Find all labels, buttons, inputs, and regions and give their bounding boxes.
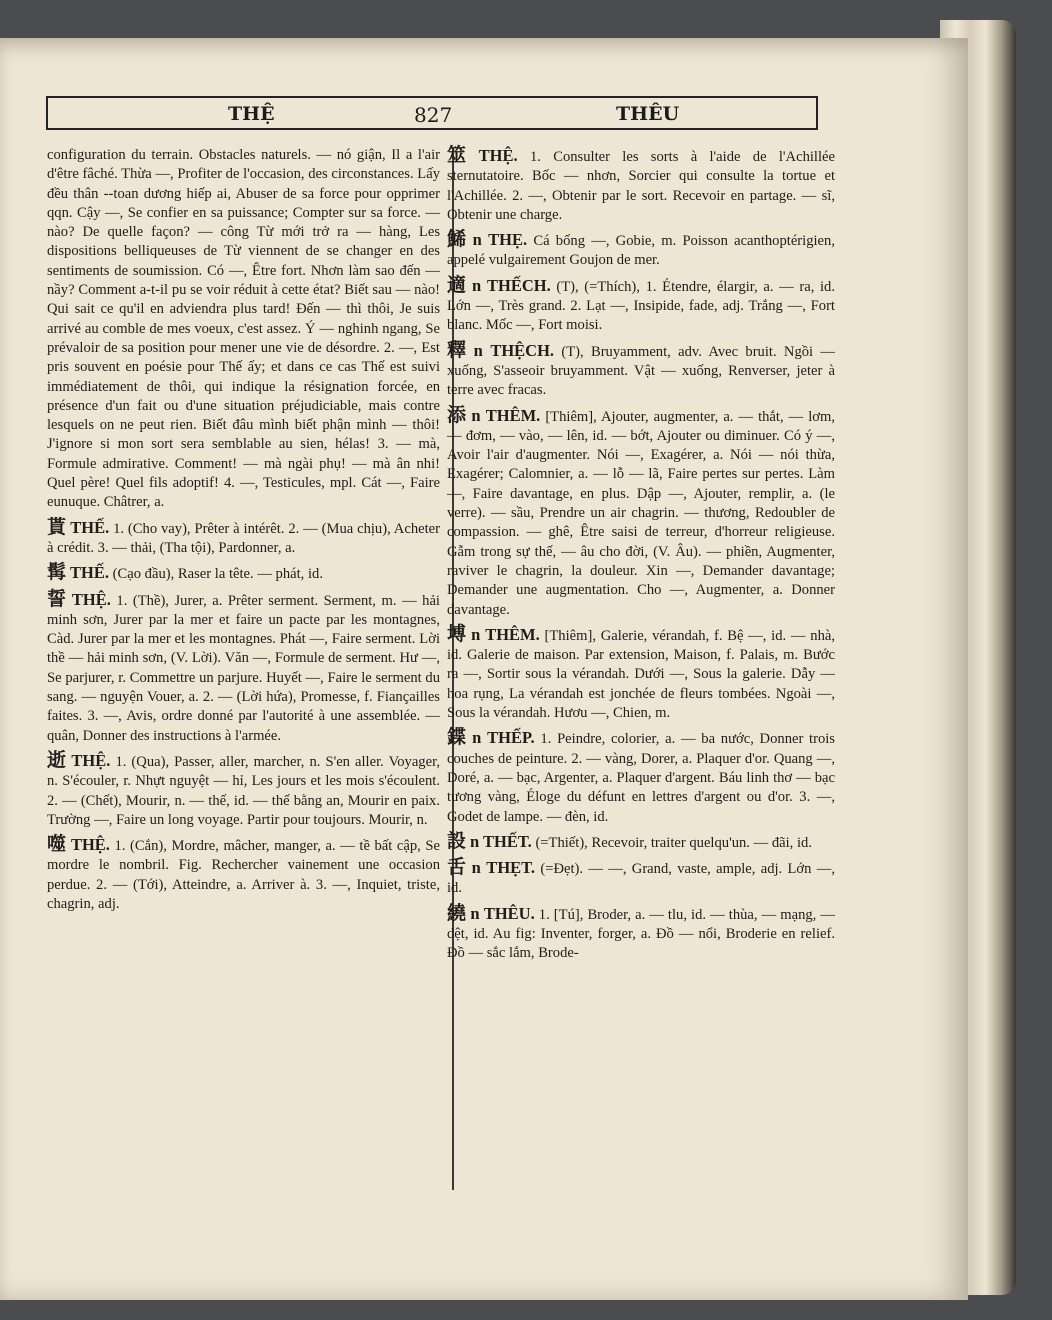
headword: THẾ. (70, 563, 109, 583)
headword: THỆ. (70, 835, 110, 855)
definition: (=Đẹt). — —, Grand, vaste, ample, adj. Lớn —, id. (447, 861, 835, 897)
definition: (T), (=Thích), 1. Étendre, élargir, a. — ra, id. Lớn —, Très grand. 2. Lạt —, Insipide, fade, adj. Trắng —, Fort blanc. Mốc —, Fort moisi. (447, 278, 835, 334)
han-character: 繞 (447, 902, 467, 924)
headword: n THÊU. (470, 903, 535, 923)
entry-thet-vast (447, 858, 835, 899)
definition: 1. Consulter les sorts à l'aide de l'Achillée sternutatoire. Bốc — nhơn, Sorcier qui consulte la tortue et l'Achillée. 2. —, Obtenir par le sort. Recevoir en partage. — sĩ, Obtenir une charge. (447, 149, 835, 223)
entry-them-veranda (447, 625, 835, 723)
headword: THỆ. (71, 589, 111, 609)
han-character: 釋 (447, 339, 470, 361)
page-number: 827 (414, 103, 453, 127)
definition: 1. (Cho vay), Prêter à intérêt. 2. — (Mua chịu), Acheter à crédit. 3. — thải, (Tha tội), Pardonner, a. (47, 520, 440, 556)
entry-thep-paint (447, 728, 835, 826)
header-left-word: THỆ (228, 103, 275, 125)
definition: (=Thiết), Recevoir, traiter quelqu'un. — đãi, id. (535, 834, 812, 851)
entry-thech-noisy (447, 341, 835, 401)
headword: n THẾT. (470, 831, 532, 851)
left-column (47, 146, 440, 919)
han-character: 適 (447, 274, 468, 296)
entry-the-pass (47, 751, 440, 830)
entry-thech-extend (447, 276, 835, 336)
headword: THẾ. (70, 517, 110, 537)
headword: THỆ. (71, 750, 111, 770)
entry-the-bite (47, 835, 440, 914)
definition: (Cạo đầu), Raser la tête. — phát, id. (112, 566, 323, 583)
han-character: 舌 (447, 857, 468, 879)
definition: 1. [Tú], Broder, a. — tlu, id. — thùa, — mạng, — dệt, id. Au fig: Inventer, forger, a. Đồ — nổi, Broderie en relief. Đồ — sắc lắm, Brode- (447, 906, 835, 962)
han-character: 鍱 (447, 727, 469, 749)
entry-the-swear (47, 590, 440, 746)
headword: n THẸT. (471, 858, 536, 878)
han-character: 噬 (47, 834, 67, 856)
page-header (46, 96, 818, 130)
entry-thet-receive (447, 832, 835, 853)
entry-the-shave (47, 563, 440, 584)
entry-the-goby (447, 230, 835, 271)
headword: n THẸ. (472, 230, 528, 250)
definition: (T), Bruyamment, adv. Avec bruit. Ngồi — xuống, S'asseoir bruyamment. Vật — xuống, Renverser, jeter à terre avec fracas. (447, 343, 835, 399)
headword: n THÊM. (471, 405, 541, 425)
headword: n THẾCH. (472, 275, 551, 295)
han-character: 添 (447, 404, 468, 426)
han-character: 逝 (47, 749, 68, 771)
definition: 1. (Qua), Passer, aller, marcher, n. S'en aller. Voyager, n. S'écouler, r. Nhựt nguyệt — hỉ, Les jours et les mois s'écoulent. 2. — (Chết), Mourir, n. — thế, id. — thế bằng an, Mourir en paix. Trường —, Faire un long voyage. Partir pour toujours. Mourir, n. (47, 753, 440, 828)
han-character: 㙛 (447, 623, 468, 645)
han-character: 貰 (47, 516, 67, 538)
han-character: 髯 (47, 562, 67, 584)
han-character: 設 (447, 830, 467, 852)
entry-them-add (447, 406, 835, 620)
entry-theu-embroider (447, 904, 835, 964)
headword: n THỆCH. (473, 340, 555, 360)
entry-the-lend (47, 518, 440, 559)
definition: [Thiêm], Ajouter, augmenter, a. — thắt, — lơm, — đơm, — vào, — lên, id. — bớt, Ajouter ou diminuer. Có ý —, Avoir l'air d'augmenter. Nói —, Exagérer, a. Nói — nói thừa, Exagérer; Calomnier, a. — lỗ — lã, Faire pertes sur pertes. Làm —, Faire davantage, en plus. Dập —, Ajouter, remplir, a. (le verre). — sầu, Prendre un air chagrin. — thương, Redoubler de compassion. — ghê, Être saisi de terreur, d'horreur religieuse. Gẫm trong sự thế, — âu cho đời, (V. Âu). — phiền, Augmenter, raviver le chagrin, la douleur. Xin —, Demander davantage; Demander une augmentation. Cho —, Augmenter, a. Donner davantage. (447, 408, 835, 618)
definition: [Thiêm], Galerie, vérandah, f. Bệ —, id. — nhà, id. Galerie de maison. Par extension, Maison, f. Palais, m. Bước ra —, Sortir sous la vérandah. Dưới —, Sous la galerie. Dẫy — hoa rụng, La vérandah est jonchée de fleurs tombées. Ngoài —, Sous la vérandah. Hươu —, Chien, m. (447, 627, 835, 722)
definition: Cá bống —, Gobie, m. Poisson acanthoptérigien, appelé vulgairement Goujon de mer. (447, 233, 835, 269)
continued-entry: configuration du terrain. Obstacles naturels. — nó giận, Il a l'air d'être fâché. Thừa —, Profiter de l'occasion, des circonstances. Lấy đều thân --toan dương hiếp ai, Abuser de sa force pour opprimer qqn. Cậy —, Se confier en sa puissance; Compter sur sa force. — nào? De quelle façon? — công Từ mới trở ra — hàng, Les dispositions belliqueuses de Từ viennent de se changer en des sentiments de soumission. Có —, Être fort. Nhơn làm sao đến — nầy? Comment a-t-il pu se voir réduit à cette état? Biết sau — nào! Qui sait ce qu'il en adviendra plus tard! Đến — thì thôi, Je suis arrivé au comble de mes voeux, c'est assez. Ý — nghinh ngang, Se prévaloir de sa position pour mener une vie de désordre. 2. —, Est pris souvent en poésie pour Thế ấy; et dans ce cas Thế est suivi immédiatement de thôi, qui indique la résignation forcée, en présence d'un fait ou d'une situation préjudiciable, mais contre lesquels on ne peut rien. Biết đâu mình biết phận mình — thôi! J'ignore si mon sort sera semblable au sien, hélas! 3. — mà, Formule admirative. Comment! — mà ngài phụ! — mà ân nhi! Quel père! Quel fils adoptif! 4. —, Testicules, mpl. Cát —, Faire eunuque. Châtrer, a. (47, 147, 440, 511)
header-right-word: THÊU (616, 103, 680, 125)
headword: THỆ. (478, 146, 518, 165)
headword: n THÊM. (471, 624, 540, 644)
right-column (447, 146, 835, 969)
han-character: 誓 (47, 588, 68, 610)
headword: n THẾP. (472, 728, 535, 748)
definition: 1. (Thề), Jurer, a. Prêter serment. Serment, m. — hải minh sơn, Jurer par la mer et faire un pacte par les montagnes, Càd. Jurer par la mer et les montagnes. Phát —, Faire serment. Lời thề — hải minh sơn, (V. Lời). Văn —, Formule de serment. Hư —, Se parjurer, r. Commettre un parjure. Huyết —, Faire le serment du sang. — nguyện Vouer, a. 2. — (Lời hứa), Promesse, f. Fiançailles faites. 3. —, Avis, ordre donné par l'autorité à une assemblée. — quân, Donner des instructions à l'armée. (47, 592, 440, 744)
han-character: 鯑 (447, 229, 469, 251)
han-character: 筮 (447, 145, 475, 166)
definition: 1. Peindre, colorier, a. — ba nước, Donner trois couches de peinture. 2. — vàng, Dorer, a. Plaquer d'or. Quang —, Doré, a. — bạc, Argenter, a. Plaquer d'argent. Báu linh thơ — bạc tương vàng, Éloge du défunt en lettres d'argent ou d'or. 3. —, Godet de lampe. — đèn, id. (447, 731, 835, 825)
definition: 1. (Cắn), Mordre, mâcher, manger, a. — tề bất cập, Se mordre le nombril. Fig. Rechercher vainement une occasion perdue. 2. — (Tới), Atteindre, a. Arriver à. 3. —, Inquiet, triste, chagrin, adj. (47, 838, 440, 912)
entry-the-divination (447, 146, 835, 225)
